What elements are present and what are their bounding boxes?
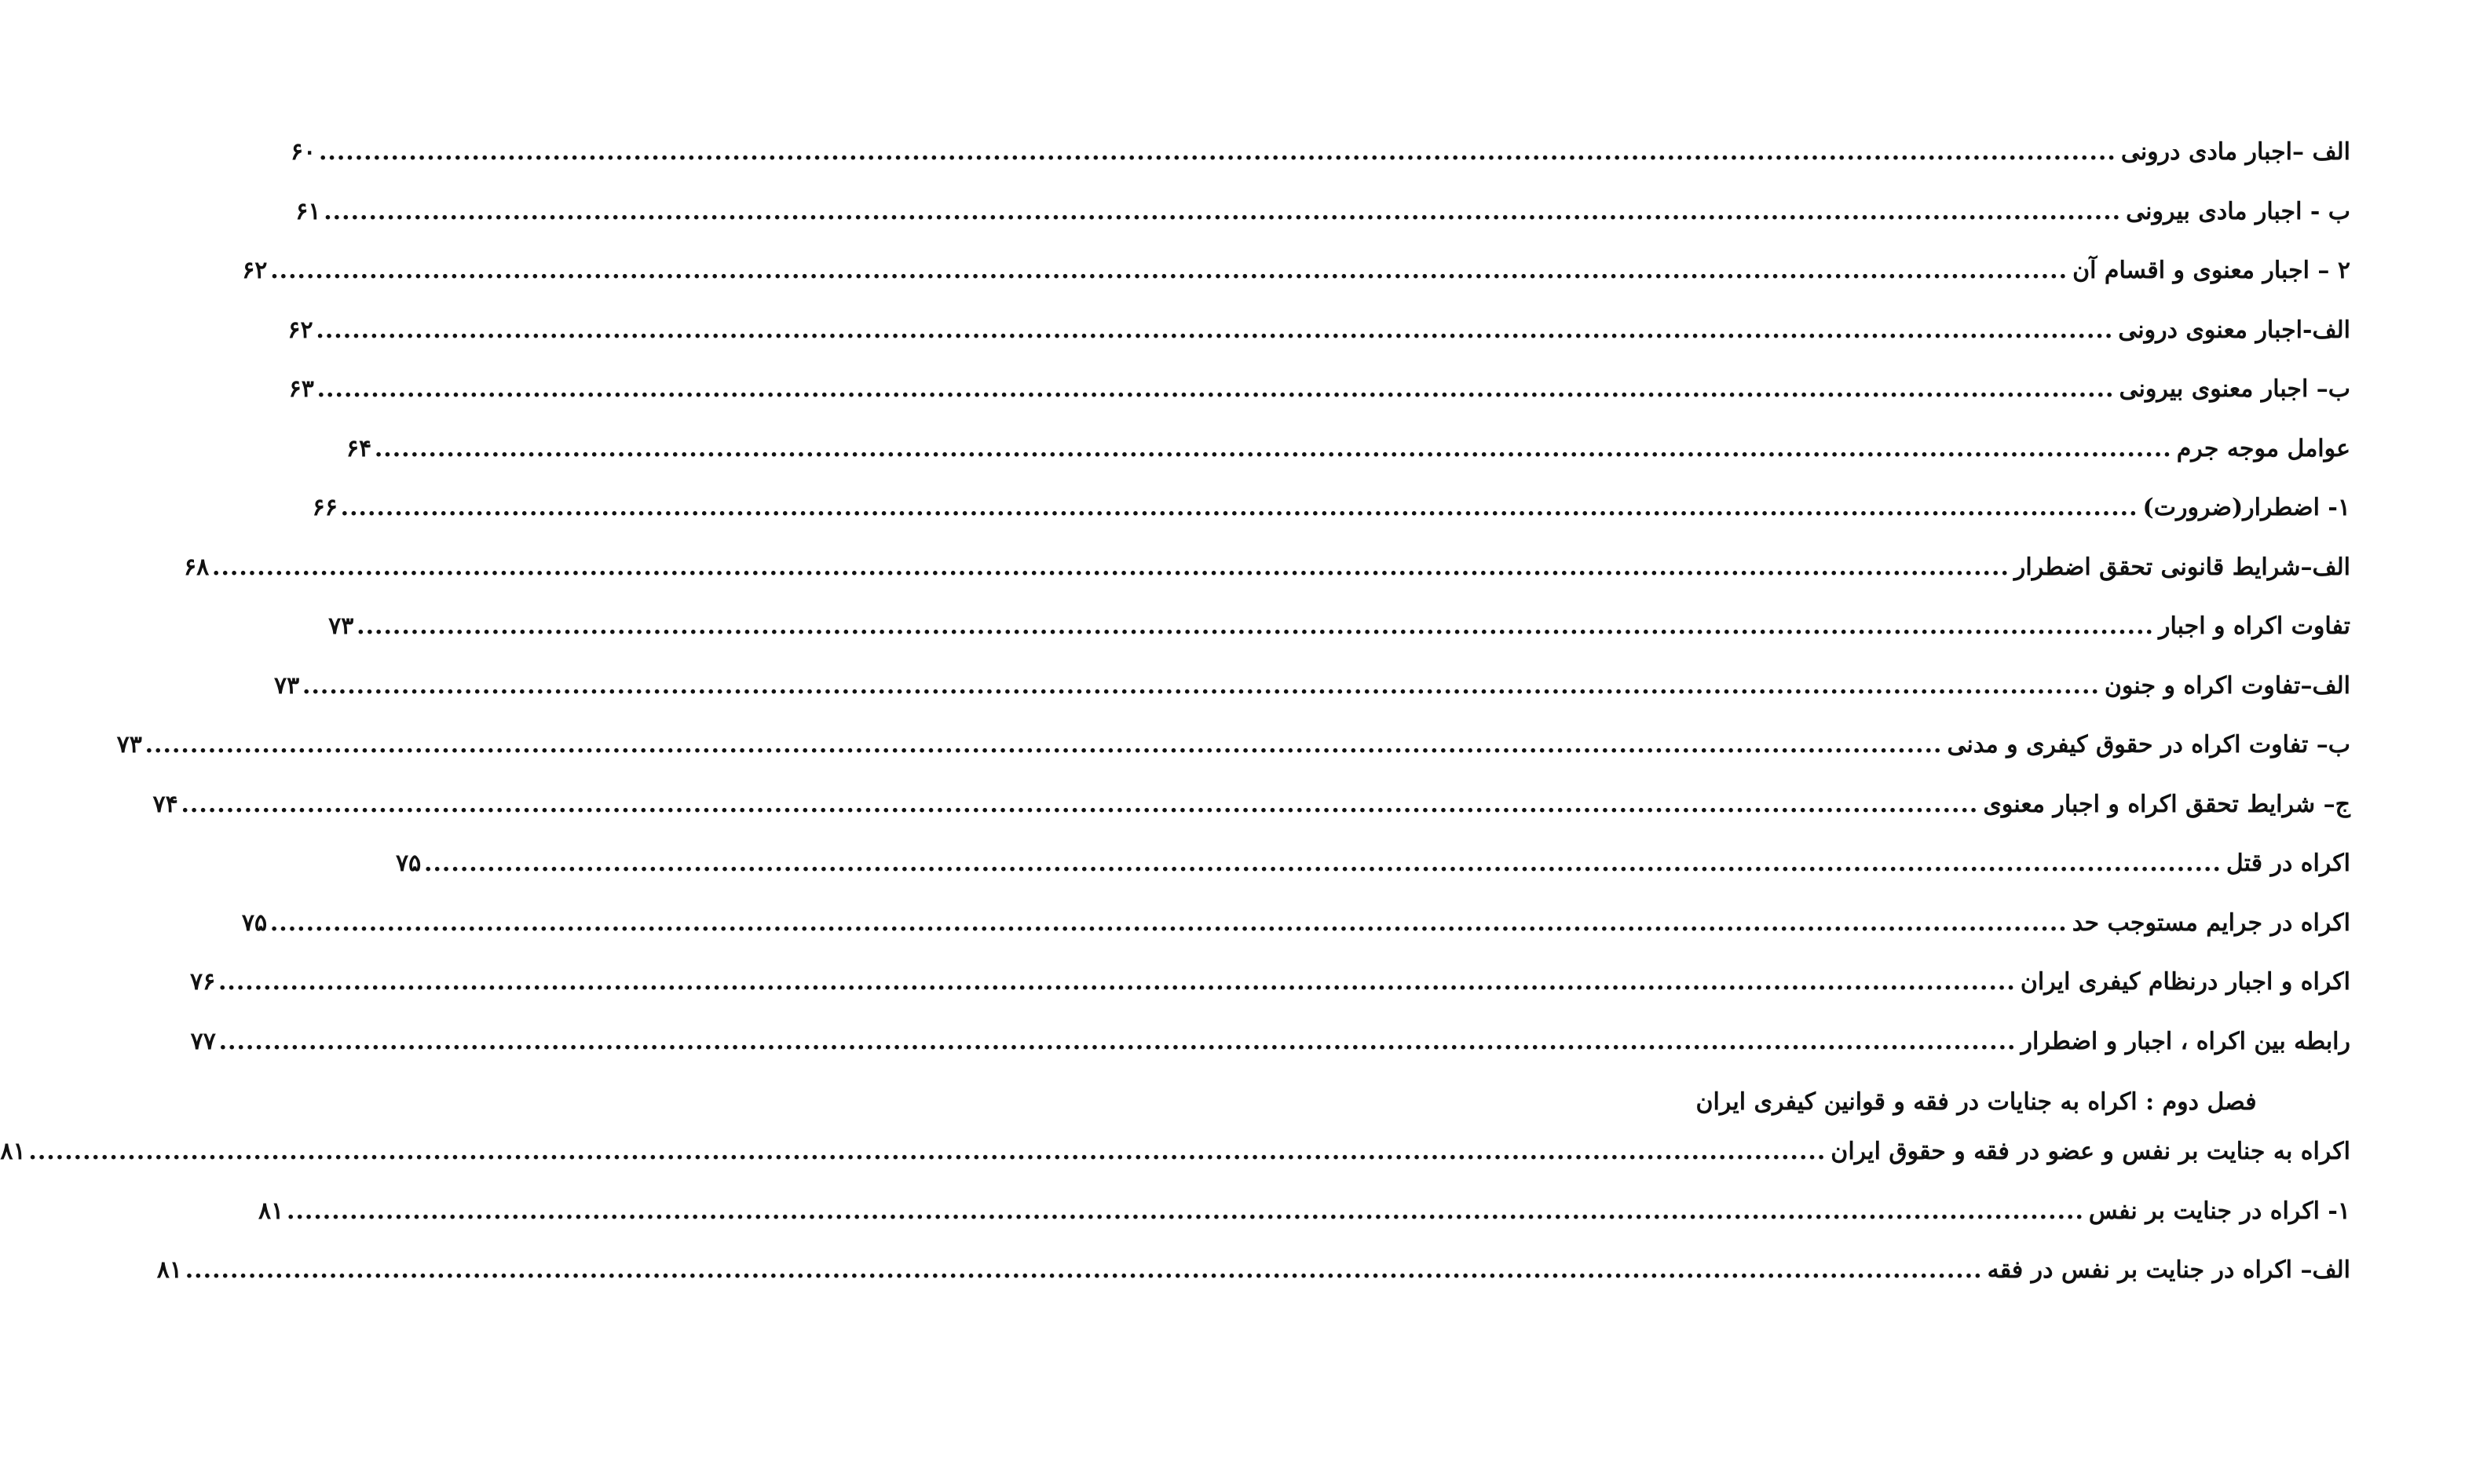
toc-entry-title: ج– شرایط تحقق اکراه و اجبار معنوی [1983, 790, 2350, 818]
toc-entry-title: اکراه در قتل [2225, 850, 2350, 877]
dot-leader: ........................................................................................................................................................................................................ [144, 731, 1943, 758]
toc-entry-page: ۷۴ [152, 790, 178, 818]
dot-leader: ........................................................................................................................................................................................................ [316, 316, 2114, 344]
toc-entry [346, 432, 2350, 492]
toc-entry-title: رابطه بین اکراه ، اجبار و اضطرار [2021, 1027, 2350, 1055]
dot-leader: ........................................................................................................................................................................................................ [357, 612, 2154, 640]
toc-entry-title: الف–شرایط قانونی تحقق اضطرار [2013, 553, 2350, 581]
toc-entry [287, 313, 2350, 373]
toc-entry-title: تفاوت اکراه و اجبار [2159, 612, 2350, 640]
toc-entry [184, 550, 2350, 610]
toc-entry-page: ۶۰ [290, 138, 316, 166]
toc-entry-page: ۷۳ [274, 671, 300, 700]
dot-leader: ........................................................................................................................................................................................................ [269, 908, 2068, 937]
dot-leader: ........................................................................................................................................................................................................ [212, 553, 2010, 581]
toc-entry [242, 254, 2350, 313]
toc-entry-page: ۸۱ [0, 1138, 26, 1165]
toc-entry-title: ب– تفاوت اکراه در حقوق کیفری و مدنی [1947, 731, 2350, 758]
toc-entry-title: ۱- اکراه در جنایت بر نفس [2088, 1197, 2350, 1225]
toc-entry-page: ۷۵ [241, 908, 268, 937]
toc-entry [274, 669, 2350, 729]
toc-entry-page: ۶۸ [184, 553, 210, 581]
toc-entry-page: ۷۳ [328, 612, 354, 640]
dot-leader: ........................................................................................................................................................................................................ [302, 671, 2100, 700]
toc-entry [152, 788, 2350, 847]
toc-entry-title: اکراه به جنایت بر نفس و عضو در فقه و حقوق ایران [1830, 1138, 2350, 1165]
toc-entry-page: ۸۱ [258, 1197, 284, 1225]
toc-entry-page: ۶۶ [312, 494, 338, 521]
toc-entry [288, 372, 2350, 432]
dot-leader: ........................................................................................................................................................................................................ [318, 138, 2116, 166]
chapter-heading: فصل دوم : اکراه به جنایات در فقه و قوانین کیفری ایران [1695, 1088, 2257, 1116]
toc-entry-title: اکراه و اجبار درنظام کیفری ایران [2020, 968, 2350, 996]
toc-entry-title: ب - اجبار مادی بیرونی [2126, 197, 2350, 225]
toc-entry [156, 1253, 2350, 1313]
dot-leader: ........................................................................................................................................................................................................ [374, 434, 2172, 462]
dot-leader: ........................................................................................................................................................................................................ [316, 375, 2115, 403]
toc-entry [258, 1194, 2350, 1254]
toc-entry [241, 906, 2350, 966]
toc-entry-page: ۷۷ [190, 1027, 216, 1055]
dot-leader: ........................................................................................................................................................................................................ [28, 1138, 1827, 1165]
toc-entry-page: ۶۴ [346, 434, 372, 462]
toc-entry-title: ۱- اضطرار(ضرورت) [2142, 494, 2350, 521]
toc-entry-page: ۶۲ [287, 316, 313, 344]
table-of-contents [0, 135, 2350, 1313]
toc-entry-title: عوامل موجه جرم [2176, 434, 2350, 462]
toc-entry [189, 965, 2350, 1025]
toc-entry-page: ۷۳ [116, 731, 142, 758]
toc-entry-page: ۷۶ [189, 968, 216, 996]
toc-entry-title: اکراه در جرایم مستوجب حد [2072, 908, 2350, 937]
toc-entry-page: ۶۱ [295, 197, 321, 225]
toc-entry-page: ۷۵ [396, 850, 422, 877]
toc-entry [312, 491, 2350, 550]
toc-entry [295, 195, 2350, 254]
dot-leader: ........................................................................................................................................................................................................ [181, 790, 1979, 818]
toc-entry-page: ۸۱ [156, 1256, 182, 1284]
dot-leader: ........................................................................................................................................................................................................ [324, 197, 2122, 225]
dot-leader: ........................................................................................................................................................................................................ [424, 850, 2222, 877]
toc-entry [396, 846, 2350, 906]
dot-leader: ........................................................................................................................................................................................................ [287, 1197, 2084, 1225]
toc-entry [290, 135, 2350, 195]
toc-entry-title: ب– اجبار معنوی بیرونی [2119, 375, 2350, 403]
toc-entry [190, 1025, 2350, 1084]
toc-entry-title: الف-اجبار معنوی درونی [2118, 316, 2350, 344]
dot-leader: ........................................................................................................................................................................................................ [185, 1256, 1983, 1284]
toc-entry [328, 609, 2350, 669]
dot-leader: ........................................................................................................................................................................................................ [270, 257, 2068, 284]
toc-entry-title: الف– اکراه در جنایت بر نفس در فقه [1987, 1256, 2350, 1284]
toc-entry-page: ۶۲ [242, 257, 268, 284]
dot-leader: ........................................................................................................................................................................................................ [340, 494, 2138, 521]
toc-entry-title: الف–تفاوت اکراه و جنون [2104, 671, 2350, 700]
toc-entry-title: ۲ – اجبار معنوی و اقسام آن [2072, 257, 2350, 284]
dot-leader: ........................................................................................................................................................................................................ [218, 1027, 2017, 1055]
dot-leader: ........................................................................................................................................................................................................ [218, 968, 2016, 996]
toc-entry-title: الف –اجبار مادی درونی [2120, 138, 2350, 166]
toc-entry-page: ۶۳ [288, 375, 314, 403]
toc-entry [0, 1135, 2350, 1194]
toc-entry [116, 728, 2350, 788]
